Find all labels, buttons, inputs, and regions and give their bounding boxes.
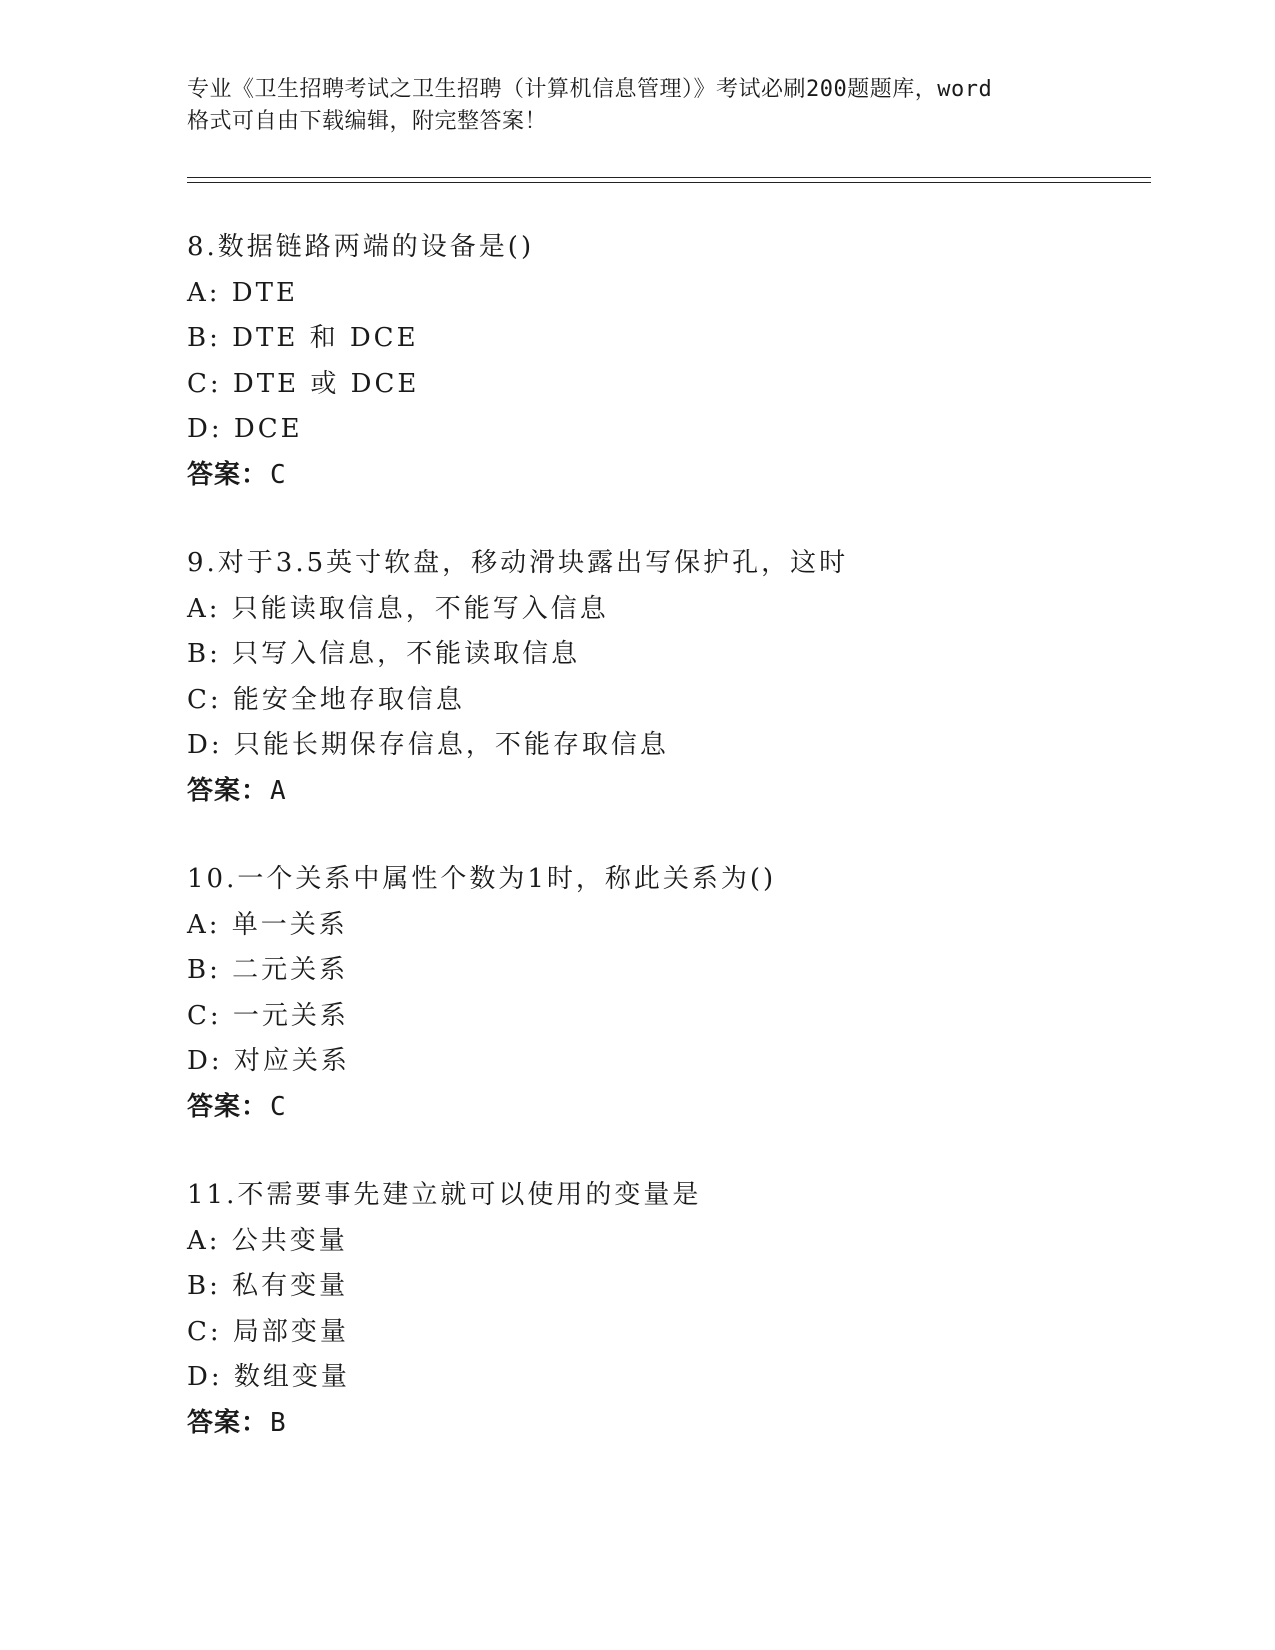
document-header: [187, 74, 1087, 138]
option-c: C: 一元关系: [187, 1000, 349, 1031]
option-a: A: 公共变量: [187, 1225, 348, 1256]
question-stem: 10.一个关系中属性个数为1时，称此关系为(): [187, 864, 777, 894]
option-b: B: 只写入信息，不能读取信息: [187, 639, 581, 669]
answer-value: C: [270, 459, 287, 490]
header-line-1: 专业《卫生招聘考试之卫生招聘（计算机信息管理）》考试必刷200题题库，word: [187, 77, 993, 102]
option-d: D: DCE: [187, 414, 303, 444]
option-d: D: 只能长期保存信息，不能存取信息: [187, 730, 669, 760]
header-line-2: 格式可自由下载编辑，附完整答案！: [187, 109, 548, 134]
option-a: A: DTE: [187, 277, 298, 308]
option-b: B: 私有变量: [187, 1271, 349, 1301]
question-stem: 11.不需要事先建立就可以使用的变量是: [187, 1180, 702, 1210]
answer-label: 答案：: [187, 1407, 269, 1438]
option-c: C: 能安全地存取信息: [187, 684, 465, 715]
question-block: [187, 541, 1167, 814]
question-block: [187, 1173, 1167, 1446]
option-c: C: DTE 或 DCE: [187, 368, 420, 399]
answer-value: B: [270, 1407, 287, 1438]
question-block: [187, 225, 1167, 498]
option-b: B: 二元关系: [187, 955, 349, 985]
question-block: [187, 857, 1167, 1130]
option-a: A: 只能读取信息，不能写入信息: [187, 593, 609, 624]
answer-line: [187, 1085, 1167, 1131]
answer-line: [187, 769, 1167, 815]
answer-line: [187, 453, 1167, 499]
option-a: A: 单一关系: [187, 909, 348, 940]
option-d: D: 对应关系: [187, 1046, 350, 1076]
question-stem: 9.对于3.5英寸软盘，移动滑块露出写保护孔，这时: [187, 548, 849, 578]
answer-value: A: [270, 775, 287, 806]
answer-value: C: [270, 1091, 287, 1122]
option-d: D: 数组变量: [187, 1362, 350, 1392]
option-c: C: 局部变量: [187, 1316, 349, 1347]
header-divider-top: [187, 177, 1151, 178]
answer-label: 答案：: [187, 775, 269, 806]
answer-line: [187, 1401, 1167, 1447]
question-stem: 8.数据链路两端的设备是(): [187, 232, 535, 262]
answer-label: 答案：: [187, 459, 269, 490]
answer-label: 答案：: [187, 1091, 269, 1122]
option-b: B: DTE 和 DCE: [187, 323, 419, 353]
header-divider-bottom: [187, 182, 1151, 183]
